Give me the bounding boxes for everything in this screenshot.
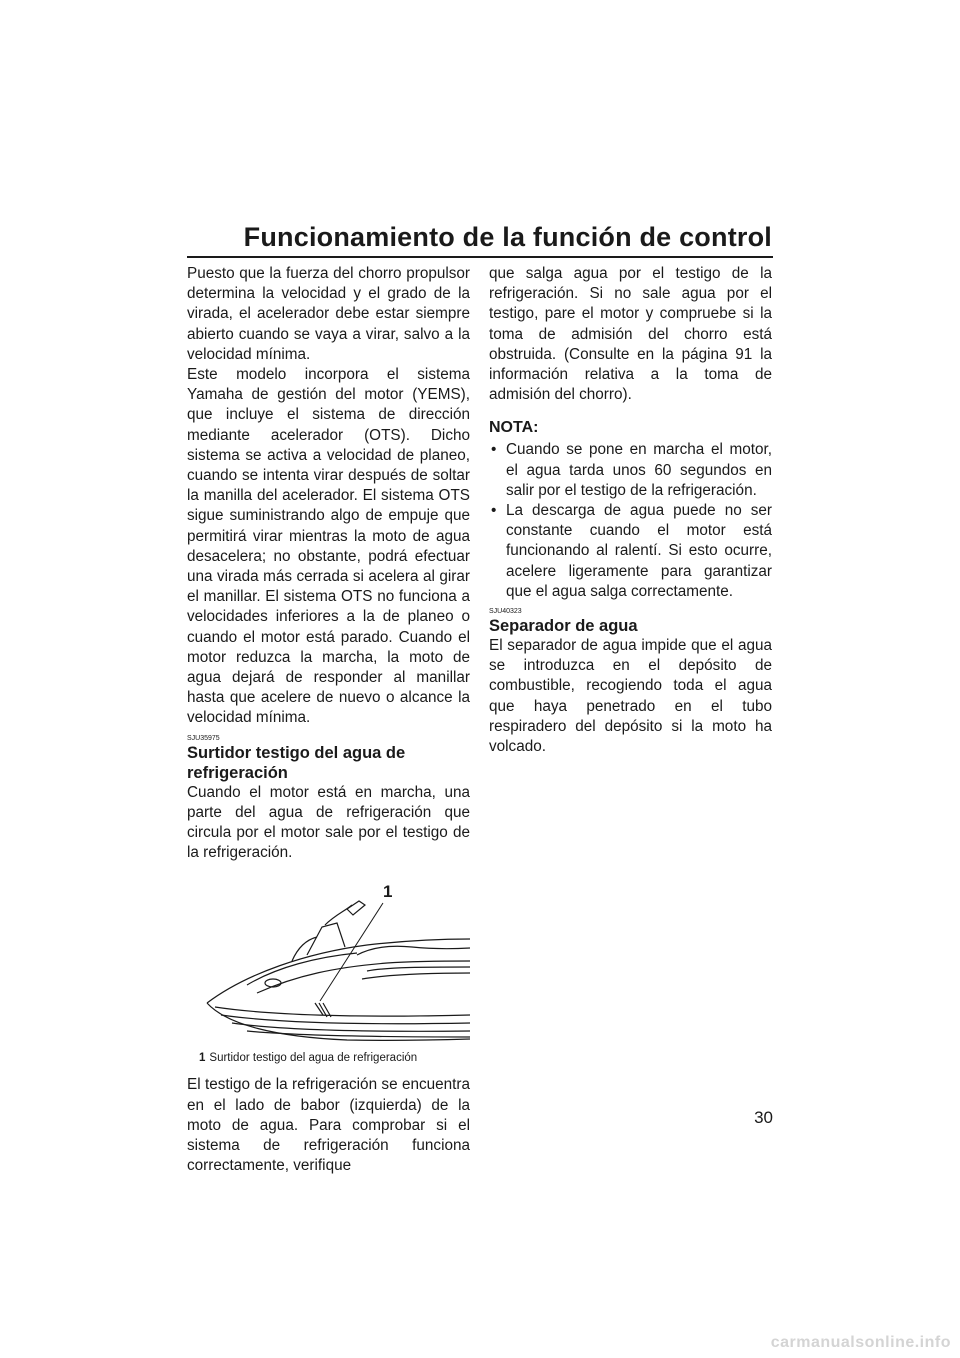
nota-label: NOTA: bbox=[489, 419, 539, 437]
paragraph: Puesto que la fuerza del chorro propulsor determina la velocidad y el grado de la virada, el acelerador debe estar siempre abierto cuando se vaya a virar, salvo a la velocidad mínima. bbox=[187, 265, 470, 363]
list-item: • Cuando se pone en marcha el motor, el agua tarda unos 60 segundos en salir por el testigo de la refrigeración. bbox=[489, 440, 772, 501]
page-number: 30 bbox=[754, 1108, 773, 1127]
paragraph: El separador de agua impide que el agua se introduzca en el depósito de combustible, recogiendo toda el agua que haya penetrado en el tubo respiradero del depósito si la moto ha volcado. bbox=[489, 637, 772, 756]
title-rule bbox=[187, 256, 773, 258]
section-code: SJU35975 bbox=[187, 734, 220, 742]
caption-text: Surtidor testigo del agua de refrigeración bbox=[209, 1052, 418, 1065]
paragraph: que salga agua por el testigo de la refrigeración. Si no sale agua por el testigo, pare el motor y compruebe si la toma de admisión del chorro está obstruida. (Consulte en la página 91 la información relativa a la toma de admisión del chorro). bbox=[489, 265, 772, 404]
paragraph: Este modelo incorpora el sistema Yamaha de gestión del motor (YEMS), que incluye el sistema de dirección mediante acelerador (OTS). Dicho sistema se activa a velocidad de planeo, cuando se intenta virar después de soltar la manilla del acelerador. El sistema OTS sigue suministrando algo de empuje que permitirá virar mientras la moto de agua desacelera; no obstante, podrá efectuar una virada más cerrada si acelera al girar el manillar. El sistema OTS no funciona a velocidades inferiores a la de planeo o cuando el motor está parado. Cuando el motor reduzca la marcha, la moto de agua dejará de responder al manillar hasta que acelere de nuevo o alcance la velocidad mínima. bbox=[187, 366, 470, 727]
watercraft-figure bbox=[187, 875, 470, 1045]
nota-list bbox=[489, 440, 772, 602]
list-item: • La descarga de agua puede no ser constante cuando el motor está funcionando al ralentí. Si esto ocurre, acelere ligeramente para garantizar que el agua salga correctamente. bbox=[489, 501, 772, 602]
section-heading: Surtidor testigo del agua de refrigeración bbox=[187, 743, 406, 782]
watercraft-illustration bbox=[187, 875, 470, 1045]
page-title: Funcionamiento de la función de control bbox=[243, 222, 772, 252]
right-column bbox=[489, 264, 772, 757]
figure-caption bbox=[199, 1051, 470, 1065]
paragraph: Cuando el motor está en marcha, una parte del agua de refrigeración que circula por el motor sale por el testigo de la refrigeración. bbox=[187, 783, 470, 862]
caption-number: 1 bbox=[199, 1052, 206, 1065]
paragraph: El testigo de la refrigeración se encuentra en el lado de babor (izquierda) de la moto de agua. Para comprobar si el sistema de refrigeración funciona correctamente, verifique bbox=[187, 1076, 470, 1175]
left-column bbox=[187, 264, 470, 1177]
section-heading: Separador de agua bbox=[489, 617, 638, 636]
section-code: SJU40323 bbox=[489, 608, 522, 616]
watermark: carmanualsonline.info bbox=[770, 1334, 951, 1351]
callout-number: 1 bbox=[383, 882, 393, 902]
